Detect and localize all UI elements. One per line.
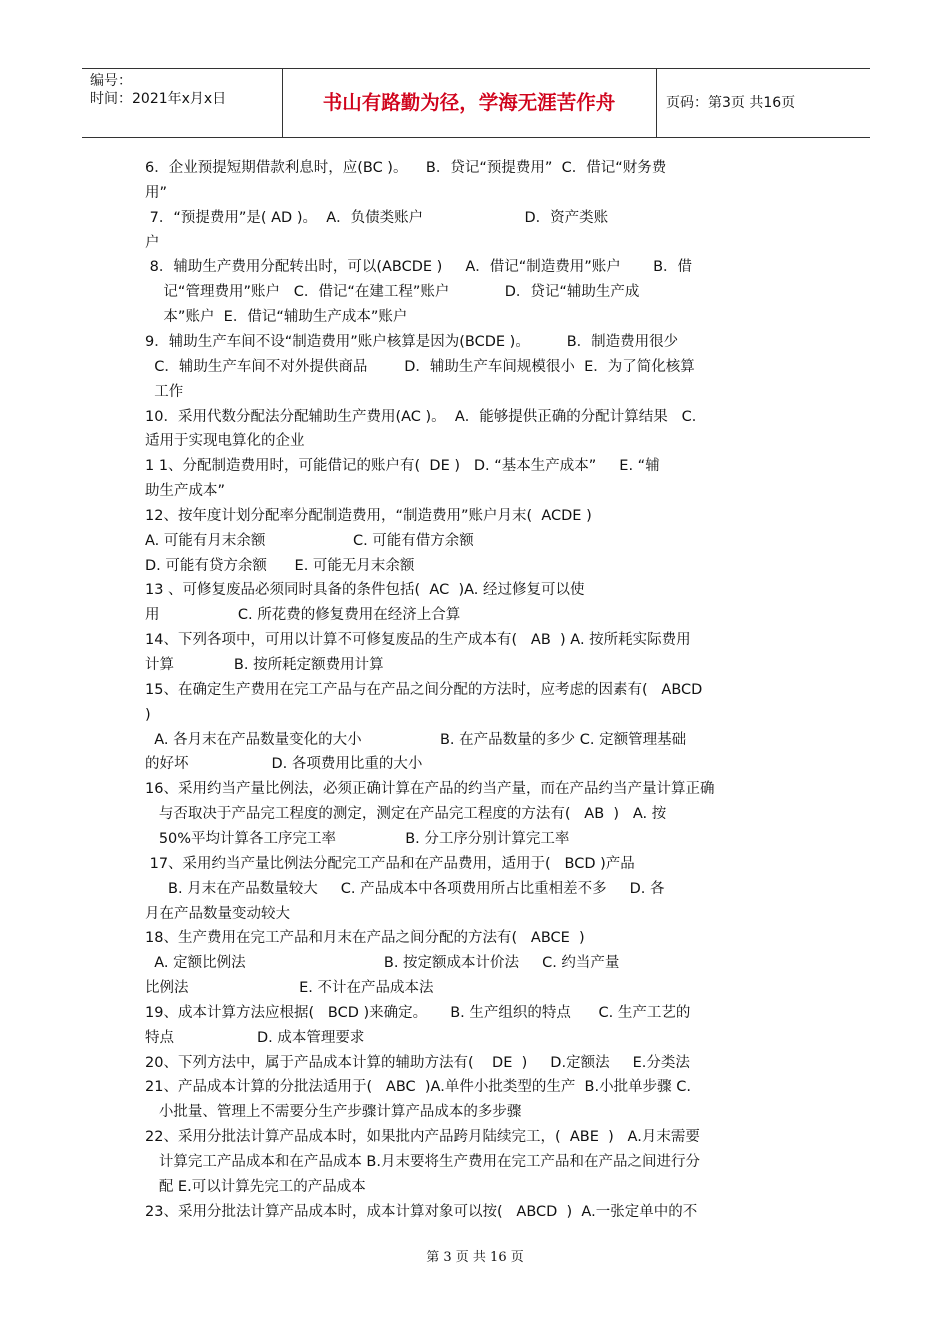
header-info-cell (82, 69, 283, 137)
text-line: 13 、可修复废品必须同时具备的条件包括( AC )A. 经过修复可以使 (145, 582, 585, 599)
text-line: 与否取决于产品完工程度的测定，测定在产品完工程度的方法有( AB ) A. 按 (145, 806, 667, 823)
motto: 书山有路勤为径，学海无涯苦作舟 (322, 91, 616, 114)
text-line: 17、采用约当产量比例法分配完工产品和在产品费用，适用于( BCD )产品 (145, 855, 635, 872)
text-line: 14、下列各项中，可用以计算不可修复废品的生产成本有( AB ) A. 按所耗实际费用 (145, 632, 691, 649)
text-line: 1 1、分配制造费用时，可能借记的账户有( DE ) D. “基本生产成本” E. “辅 (145, 458, 660, 475)
text-line: 特点 D. 成本管理要求 (145, 1029, 365, 1046)
text-line: 9．辅助生产车间不设“制造费用”账户核算是因为(BCDE )。 B．制造费用很少 (145, 333, 679, 350)
text-line: 12、按年度计划分配率分配制造费用，“制造费用”账户月末( ACDE ) (145, 507, 592, 524)
text-line: 10．采用代数分配法分配辅助生产费用(AC )。 A．能够提供正确的分配计算结果 C． (145, 408, 707, 425)
text-line: 23、采用分批法计算产品成本时，成本计算对象可以按( ABCD ) A.一张定单中的不 (145, 1203, 698, 1220)
text-line: 7．“预提费用”是( AD )。 A．负债类账户 D．资产类账 (145, 209, 609, 226)
number-label: 编号： (90, 73, 132, 89)
text-line: C．辅助生产车间不对外提供商品 D．辅助生产车间规模很小 E．为了简化核算 (145, 358, 695, 375)
text-line: 用 C. 所花费的修复费用在经济上合算 (145, 607, 461, 624)
text-line: 户 (145, 234, 160, 251)
text-line: 8．辅助生产费用分配转出时，可以(ABCDE ) A．借记“制造费用”账户 B．借 (145, 259, 693, 276)
text-line: 工作 (145, 383, 184, 400)
text-line: 助生产成本” (145, 483, 226, 500)
text-line: ) (145, 706, 151, 723)
text-line: B. 月末在产品数量较大 C. 产品成本中各项费用所占比重相差不多 D. 各 (145, 880, 665, 897)
text-line: 20、下列方法中，属于产品成本计算的辅助方法有( DE ) D.定额法 E.分类法 (145, 1054, 690, 1071)
text-line: 月在产品数量变动较大 (145, 905, 290, 922)
text-line: 计算 B. 按所耗定额费用计算 (145, 657, 384, 673)
text-line: 记“管理费用”账户 C．借记“在建工程”账户 D．贷记“辅助生产成 (145, 284, 640, 301)
text-line: 比例法 E. 不计在产品成本法 (145, 980, 434, 997)
text-line: 6．企业预提短期借款利息时，应(BC )。 B．贷记“预提费用” C．借记“财务费 (145, 160, 667, 176)
text-line: A. 可能有月末余额 C. 可能有借方余额 (145, 532, 474, 549)
text-line: 计算完工产品成本和在产品成本 B.月末要将生产费用在完工产品和在产品之间进行分 (145, 1154, 700, 1170)
text-line: A. 定额比例法 B. 按定额成本计价法 C. 约当产量 (145, 955, 620, 972)
text-line: D. 可能有贷方余额 E. 可能无月末余额 (145, 557, 415, 574)
text-line: 配 E.可以计算先完工的产品成本 (145, 1178, 366, 1195)
header-page-cell (656, 69, 870, 137)
text-line: 15、在确定生产费用在完工产品与在产品之间分配的方法时，应考虑的因素有( ABCD (145, 681, 703, 698)
page-footer: 第 3 页 共 16 页 (426, 1250, 524, 1265)
text-line: A. 各月末在产品数量变化的大小 B. 在产品数量的多少 C. 定额管理基础 (145, 731, 687, 748)
text-line: 的好坏 D. 各项费用比重的大小 (145, 756, 423, 773)
text-line: 本”账户 E．借记“辅助生产成本”账户 (145, 309, 408, 326)
page-header (82, 68, 870, 138)
time-label: 时间：2021年x月x日 (90, 91, 227, 107)
text-line: 21、产品成本计算的分批法适用于( ABC )A.单件小批类型的生产 B.小批单步骤 C. (145, 1079, 691, 1096)
text-line: 16、采用约当产量比例法，必须正确计算在产品的约当产量，而在产品约当产量计算正确 (145, 781, 715, 798)
text-line: 适用于实现电算化的企业 (145, 433, 305, 450)
text-line: 小批量、管理上不需要分生产步骤计算产品成本的多步骤 (145, 1104, 522, 1121)
text-line: 22、采用分批法计算产品成本时，如果批内产品跨月陆续完工，( ABE ) A.月末需要 (145, 1129, 700, 1146)
text-line: 用” (145, 184, 168, 201)
text-line: 18、生产费用在完工产品和月末在产品之间分配的方法有( ABCE ) (145, 930, 585, 947)
text-line: 50%平均计算各工序完工率 B. 分工序分别计算完工率 (145, 830, 570, 847)
page-code: 页码：第3页 共16页 (666, 95, 796, 111)
text-line: 19、成本计算方法应根据( BCD )来确定。 B. 生产组织的特点 C. 生产工艺的 (145, 1004, 691, 1021)
header-motto-cell (282, 69, 657, 137)
